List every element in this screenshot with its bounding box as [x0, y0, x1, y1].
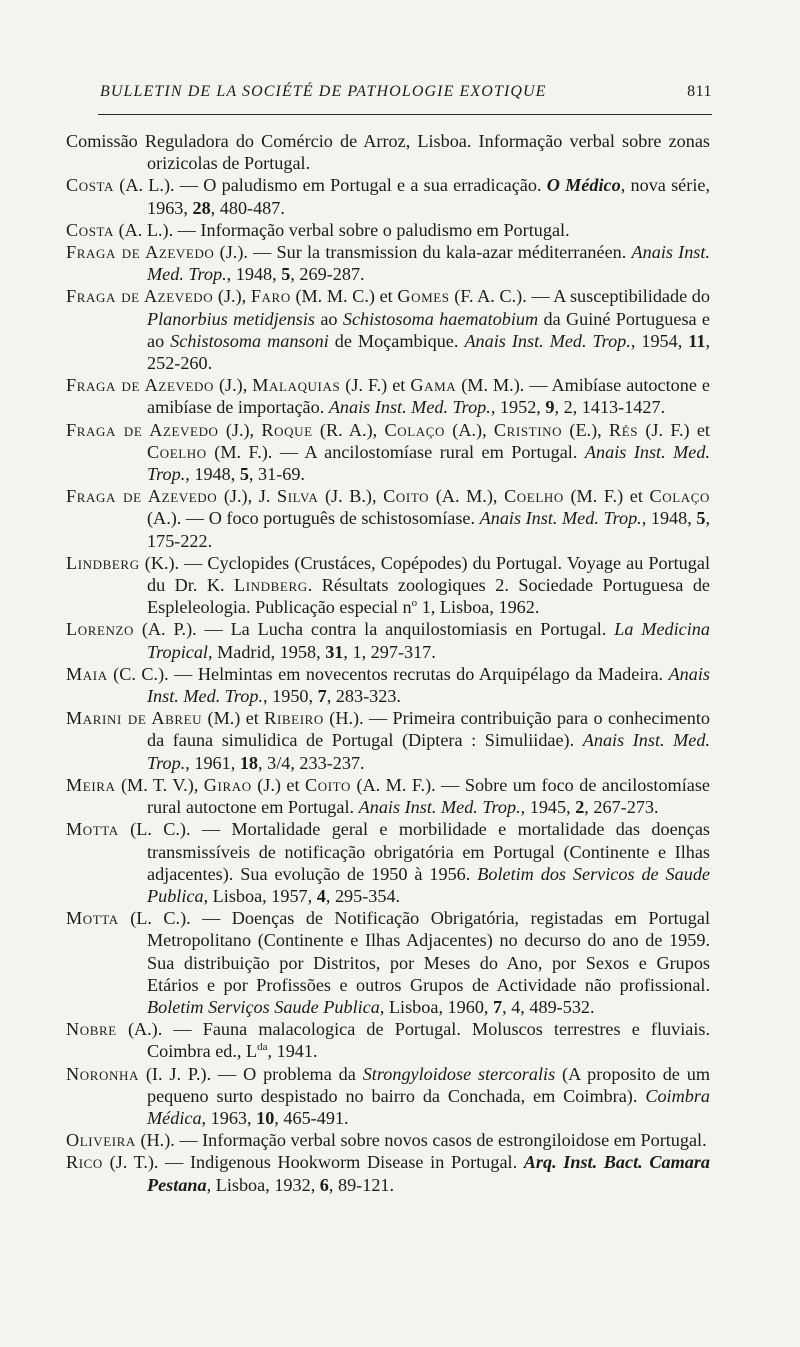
journal-title: Boletim Serviços Saude Publica — [147, 996, 380, 1017]
volume-number: 6 — [319, 1174, 329, 1195]
journal-title: Strongyloidose stercoralis — [362, 1063, 556, 1084]
author-name: Coelho — [504, 486, 564, 507]
reference-text: (A proposito de um pequeno surto despistado no bairro da Conchada, em Coimbra). — [147, 1063, 710, 1106]
author-name: Roque — [261, 419, 313, 440]
running-title: BULLETIN DE LA SOCIÉTÉ DE PATHOLOGIE EXOTIQUE — [100, 83, 547, 100]
volume-number: 5 — [281, 264, 291, 285]
reference-entry — [66, 1018, 710, 1062]
reference-text: , Lisboa, 1960, — [379, 996, 494, 1017]
reference-text: , 1948, — [185, 464, 240, 485]
reference-text: Comissão Reguladora do Comércio de Arroz, Lisboa. Informação verbal sobre zonas orizicolas de Portugal. — [66, 131, 710, 174]
journal-title: Anais Inst. Med. Trop. — [479, 508, 642, 529]
volume-number: 5 — [696, 508, 706, 529]
author-name: Lorenzo — [66, 619, 135, 640]
reference-text: , 1963, — [201, 1107, 257, 1128]
journal-title: Schistosoma haematobium — [342, 308, 539, 329]
journal-title: Planorbius metidjensis — [147, 308, 316, 329]
reference-entry — [66, 241, 710, 285]
journal-title: Anais Inst. Med. Trop. — [147, 441, 711, 485]
superscript: o — [411, 597, 418, 610]
reference-text: , 89-121. — [328, 1174, 395, 1195]
journal-title: Schistosoma mansoni — [170, 330, 329, 351]
reference-text: (H.). — Informação verbal sobre novos casos de estrongiloidose em Portugal. — [135, 1130, 707, 1151]
reference-text: , Lisboa, 1957, — [203, 885, 317, 906]
reference-entry — [66, 618, 710, 662]
reference-text: , 175-222. — [147, 508, 711, 551]
reference-text: (A. L.). — O paludismo em Portugal e a sua erradicação. — [114, 175, 547, 196]
author-name: Costa — [66, 219, 115, 240]
reference-text: , 252-260. — [147, 330, 711, 374]
journal-title: Coimbra Médica — [147, 1085, 710, 1128]
reference-entry — [66, 663, 710, 707]
reference-text: (J.), — [218, 419, 262, 440]
reference-text: , 283-323. — [326, 686, 401, 707]
author-name: Cristino — [493, 419, 563, 440]
reference-text: , 465-491. — [274, 1107, 349, 1128]
author-name: Fraga de Azevedo — [66, 419, 219, 440]
author-name: Coito — [383, 486, 430, 507]
reference-text: (I. J. P.). — O problema da — [138, 1063, 363, 1084]
reference-entry — [66, 707, 710, 774]
volume-number: 5 — [239, 464, 249, 485]
author-name: Malaquias — [252, 375, 341, 396]
reference-text: , 1, 297-317. — [343, 641, 436, 662]
reference-text: (F. A. C.). — A susceptibilidade do — [449, 286, 710, 307]
reference-entry — [66, 219, 710, 241]
reference-text: (J. T.). — Indigenous Hookworm Disease in Portugal. — [102, 1152, 524, 1173]
running-header — [100, 83, 712, 101]
author-name: Nobre — [66, 1019, 117, 1040]
author-name: Rés — [608, 419, 639, 440]
reference-text: (M. F.) et — [563, 486, 650, 507]
reference-text: , 1952, — [490, 397, 546, 418]
reference-text: (J. F.) et — [340, 375, 411, 396]
reference-text: (M. M. C.) et — [290, 286, 398, 307]
author-name: Noronha — [66, 1063, 139, 1084]
reference-entry — [66, 174, 710, 218]
author-name: Oliveira — [66, 1130, 136, 1151]
volume-number: 10 — [256, 1107, 275, 1128]
reference-text: (H.). — Primeira contribuição para o conhecimento da fauna simulidica de Portugal (Diptera : Simuliidae). — [147, 708, 710, 751]
reference-list — [66, 130, 710, 1196]
author-name: Rico — [66, 1152, 103, 1173]
reference-text: (M. T. V.), — [115, 774, 204, 795]
author-name: Gomes — [397, 286, 450, 307]
journal-title: Arq. Inst. Bact. Camara Pestana — [147, 1152, 710, 1195]
reference-text: (M.) et — [202, 708, 265, 729]
reference-text: , 1961, — [185, 752, 240, 773]
reference-text: (M. M.). — Amibíase autoctone e amibíase de importação. — [147, 375, 710, 418]
reference-entry — [66, 1129, 710, 1151]
reference-text: , 267-273. — [584, 797, 659, 818]
reference-text: , 2, 1413-1427. — [554, 397, 666, 418]
author-name: Lindberg — [66, 552, 140, 573]
reference-text: ao — [315, 308, 343, 329]
author-name: Silva — [277, 486, 319, 507]
reference-entry — [66, 374, 710, 418]
reference-text: (J.), — [213, 286, 251, 307]
reference-text: , 1950, — [263, 686, 318, 707]
reference-text: (J. B.), — [318, 486, 384, 507]
author-name: Marini de Abreu — [66, 708, 203, 729]
reference-text: , 1941. — [267, 1041, 318, 1062]
reference-text: (J.) et — [251, 774, 306, 795]
author-name: Maia — [66, 663, 108, 684]
reference-text: , Madrid, 1958, — [207, 641, 326, 662]
reference-text: (M. F.). — A ancilostomíase rural em Portugal. — [206, 441, 585, 462]
volume-number: 7 — [317, 686, 327, 707]
reference-text: (A. M. F.). — Sobre um foco de ancilostomíase rural autoctone em Portugal. — [147, 774, 710, 818]
reference-text: (J.), — [214, 375, 253, 396]
author-name: Motta — [66, 819, 119, 840]
reference-text: (L. C.). — Doenças de Notificação Obrigatória, registadas em Portugal Metropolitano (Continente e Ilhas Adjacentes) no decurso do ano de 1959. Sua distribuição por Distritos, por Meses do Ano, por Sexos e Grupos Etários e por Profissões e outros Grupos de Actividade não profissional. — [118, 908, 710, 995]
author-name: Colaço — [384, 419, 445, 440]
header-rule — [98, 114, 712, 115]
reference-entry — [66, 485, 710, 552]
author-name: Motta — [66, 908, 119, 929]
volume-number: 18 — [239, 752, 258, 773]
reference-text: , 1945, — [520, 797, 576, 818]
journal-title: O Médico — [546, 175, 621, 196]
reference-text: , nova série, 1963, — [147, 175, 710, 218]
reference-text: , 1948, — [226, 264, 282, 285]
reference-text: , Lisboa, 1932, — [206, 1174, 320, 1195]
reference-entry — [66, 774, 710, 818]
reference-entry — [66, 285, 710, 374]
volume-number: 9 — [545, 397, 555, 418]
volume-number: 7 — [493, 996, 503, 1017]
journal-title: Anais Inst. Med. Trop. — [464, 330, 631, 351]
page-number: 811 — [687, 83, 712, 100]
journal-title: La Medicina Tropical — [147, 619, 710, 662]
reference-text: da Guiné Portuguesa e ao — [147, 308, 711, 351]
author-name: Fraga de Azevedo — [66, 286, 214, 307]
author-name: Fraga de Azevedo — [66, 242, 215, 263]
reference-text: (J.), J. — [217, 486, 278, 507]
author-name: Coelho — [147, 441, 207, 462]
reference-text: (A. P.). — La Lucha contra la anquilostomiasis en Portugal. — [134, 619, 615, 640]
journal-title: Anais Inst. Med. Trop. — [147, 730, 710, 773]
reference-entry — [66, 130, 710, 174]
reference-text: , 295-354. — [325, 885, 401, 906]
reference-entry — [66, 818, 710, 907]
reference-text: , 4, 489-532. — [502, 996, 595, 1017]
author-name: Fraga de Azevedo — [66, 486, 218, 507]
reference-text: , 31-69. — [248, 464, 305, 485]
reference-text: (J. F.) et — [638, 419, 710, 440]
reference-entry — [66, 419, 710, 486]
reference-text: (R. A.), — [312, 419, 385, 440]
journal-title: Boletim dos Servicos de Saude Publica — [147, 863, 710, 906]
reference-text: (A. L.). — Informação verbal sobre o paludismo em Portugal. — [114, 219, 570, 240]
volume-number: 11 — [688, 330, 706, 351]
reference-text: (E.), — [562, 419, 609, 440]
journal-title: Anais Inst. Med. Trop. — [328, 397, 491, 418]
reference-entry — [66, 552, 710, 619]
volume-number: 28 — [192, 197, 211, 218]
journal-title: Anais Inst. Med. Trop. — [147, 663, 710, 707]
reference-text: de Moçambique. — [328, 330, 465, 351]
reference-text: (C. C.). — Helmintas em novecentos recrutas do Arquipélago da Madeira. — [107, 663, 669, 684]
reference-text: , 480-487. — [210, 197, 285, 218]
author-name: Gama — [410, 375, 457, 396]
author-name: Colaço — [649, 486, 711, 507]
reference-text: (A.). — O foco português de schistosomíase. — [147, 508, 480, 529]
author-name: Costa — [66, 175, 115, 196]
reference-text: (A.), — [445, 419, 494, 440]
author-name: Coito — [305, 774, 351, 795]
volume-number: 31 — [325, 641, 344, 662]
reference-entry — [66, 1151, 710, 1195]
reference-text: (L. C.). — Mortalidade geral e morbilidade e mortalidade das doenças transmissíveis de notificação obrigatória em Portugal (Continente e Ilhas adjacentes). Sua evolução de 1950 à 1956. — [118, 819, 710, 884]
journal-title: Anais Inst. Med. Trop. — [147, 242, 710, 285]
journal-title: Anais Inst. Med. Trop. — [358, 797, 521, 818]
reference-text: , 269-287. — [290, 264, 365, 285]
reference-text: , 1954, — [630, 330, 689, 351]
author-name: Fraga de Azevedo — [66, 375, 214, 396]
reference-text: 1, Lisboa, 1962. — [417, 597, 540, 618]
reference-text: (K.). — Cyclopides (Crustáces, Copépodes) du Portugal. Voyage au Portugal du Dr. K. — [139, 552, 710, 596]
reference-text: (A. M.), — [429, 486, 505, 507]
author-name: Lindberg — [234, 575, 308, 596]
reference-entry — [66, 907, 710, 1018]
reference-text: , 1948, — [641, 508, 697, 529]
volume-number: 2 — [575, 797, 585, 818]
author-name: Faro — [250, 286, 291, 307]
reference-entry — [66, 1063, 710, 1130]
superscript: da — [257, 1041, 268, 1054]
reference-text: . Résultats zoologiques 2. Sociedade Portuguesa de Espleleologia. Publicação especial n — [147, 575, 710, 618]
author-name: Meira — [66, 774, 116, 795]
author-name: Girao — [203, 774, 252, 795]
author-name: Ribeiro — [264, 708, 324, 729]
volume-number: 4 — [316, 885, 326, 906]
reference-text: (J.). — Sur la transmission du kala-azar méditerranéen. — [214, 242, 632, 263]
reference-text: , 3/4, 233-237. — [258, 752, 365, 773]
reference-text: (A.). — Fauna malacologica de Portugal. Moluscos terrestres e fluviais. Coimbra ed., L — [116, 1019, 710, 1062]
